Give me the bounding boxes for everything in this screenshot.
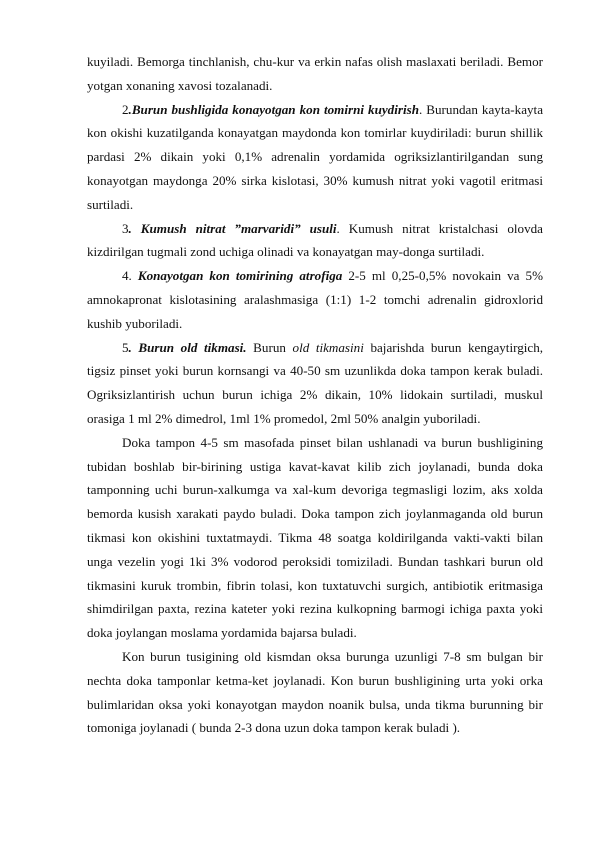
paragraph-p4 [87,336,543,431]
heading-run: . Kumush nitrat ”marvaridi” usuli [128,220,337,236]
heading-run: .Burun bushligida konayotgan kon tomirni kuydirish [128,101,419,117]
text-run: . Burundan kayta-kayta kon okishi kuzatilganda konayatgan maydonda kon tomirlar kuydiriladi: burun shillik pardasi 2% dikain yoki 0,1% adrenalin yordamida ogriksizlantirilgandan sung konayotgan maydonga 20% sirka kislotasi, 30% kumush nitrat yoki vagotil eritmasi surtiladi. [87,101,544,212]
text-run: kuyiladi. Bemorga tinchlanish, chu-kur va erkin nafas olish maslaxati beriladi. Bemor yotgan xonaning xavosi tozalanadi. [87,54,543,93]
heading-run: . Burun old tikmasi. [128,339,247,355]
text-run: Doka tampon 4-5 sm masofada pinset bilan ushlanadi va burun bushligining tubidan boshlab bir-birining ustiga kavat-kavat kilib zich joylanadi, bunda doka tamponning uchi burun-xalkumga va xal-kum devoriga tegmasligi lozim, aks xolda bemorda kusish xarakati paydo buladi. Doka tampon zich joylanmaganda old burun tikmasi kon okishini tuxtatmaydi. Tikma 48 soatga koldirilganda vakti-vakti bilan unga vezelin yogi 1ki 3% vodorod peroksidi tomiziladi. Bundan tashkari burun old tikmasini kuruk trombin, fibrin tolasi, kon tuxtatuvchi surgich, antibiotik eritmasiga shimdirilgan paxta, rezina kateter yoki rezina kulkopning barmogi ichiga paxta yoki doka joylangan moslama yordamida bajarsa buladi. [87,434,543,641]
paragraph-p3 [87,264,543,335]
text-run: 2 [122,101,129,117]
text-run: 2-5 ml 0,25-0,5% novokain va 5% amnokapronat kislotasining aralashmasiga (1:1) 1-2 tomchi adrenalin gidroxlorid kushib yuboriladi. [87,268,544,331]
text-run: bajarishda burun kengaytirgich, tigsiz pinset yoki burun kornsangi va 40-50 sm uzunlikda doka tampon kerak buladi. Ogriksizlantirish uchun burun ichiga 2% dikain, 10% lidokain surtiladi, muskul orasiga 1 ml 2% dimedrol, 1ml 1% promedol, 2ml 50% analgin yuboriladi. [87,339,544,426]
text-run: 4. [122,268,138,284]
paragraph-p1 [87,98,543,217]
text-run: 5 [122,339,129,355]
paragraph-p6 [87,645,543,740]
heading-run: Konayotgan kon tomirining atrofiga [137,268,343,284]
text-run: . Kumush nitrat kristalchasi olovda kizdirilgan tugmali zond uchiga olinadi va konayatgan may-donga surtiladi. [87,220,543,260]
paragraph-p0 [87,50,543,98]
text-run: Kon burun tusigining old kismdan oksa burunga uzunligi 7-8 sm bulgan bir nechta doka tamponlar ketma-ket joylanadi. Kon burun bushligining urta yoki orka bulimlaridan oksa yoki konayotgan maydon noanik bulsa, unda tikma burunning bir tomoniga joylanadi ( bunda 2-3 dona uzun doka tampon kerak buladi ). [87,648,543,736]
text-run: Burun [246,339,293,355]
paragraph-p5 [87,431,543,645]
document-body [87,50,543,740]
text-run: 3 [122,220,129,236]
paragraph-p2 [87,217,543,265]
italic-run: old tikmasini [292,339,364,355]
